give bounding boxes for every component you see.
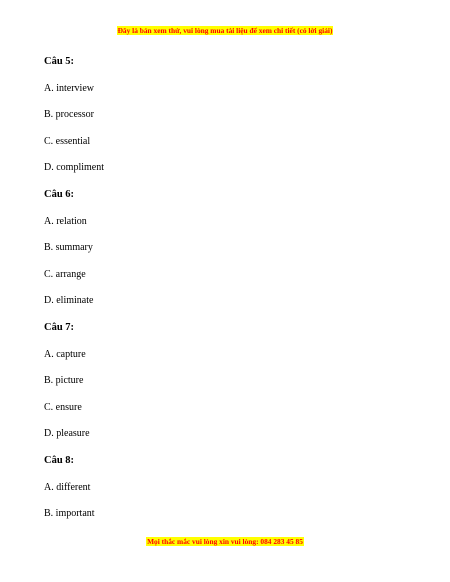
answer-option: B. picture <box>44 375 84 387</box>
answer-option: C. essential <box>44 135 91 147</box>
question-title: Câu 7: <box>44 321 75 333</box>
answer-option: A. different <box>44 481 91 493</box>
question-block <box>44 321 424 454</box>
question-list <box>44 55 424 534</box>
question-title: Câu 8: <box>44 454 75 466</box>
preview-notice-banner <box>0 26 450 36</box>
question-block <box>44 188 424 321</box>
question-block <box>44 454 424 534</box>
answer-option: C. arrange <box>44 268 86 280</box>
answer-option: A. relation <box>44 215 87 227</box>
answer-option: B. processor <box>44 109 94 121</box>
question-title: Câu 5: <box>44 56 75 67</box>
answer-option: D. pleasure <box>44 428 90 440</box>
answer-option: A. capture <box>44 348 86 360</box>
question-title: Câu 6: <box>44 188 75 200</box>
answer-option: A. interview <box>44 82 94 94</box>
question-block <box>44 55 424 188</box>
contact-banner <box>0 537 450 547</box>
answer-option: B. important <box>44 508 95 520</box>
preview-notice-text: Đây là bản xem thử, vui lòng mua tài liệu để xem chi tiết (có lời giải) <box>117 26 333 35</box>
contact-text: Mọi thắc mắc vui lòng xin vui lòng: 084 283 45 85 <box>147 537 303 546</box>
answer-option: D. compliment <box>44 162 104 174</box>
answer-option: D. eliminate <box>44 295 94 307</box>
answer-option: C. ensure <box>44 401 82 413</box>
answer-option: B. summary <box>44 242 93 254</box>
